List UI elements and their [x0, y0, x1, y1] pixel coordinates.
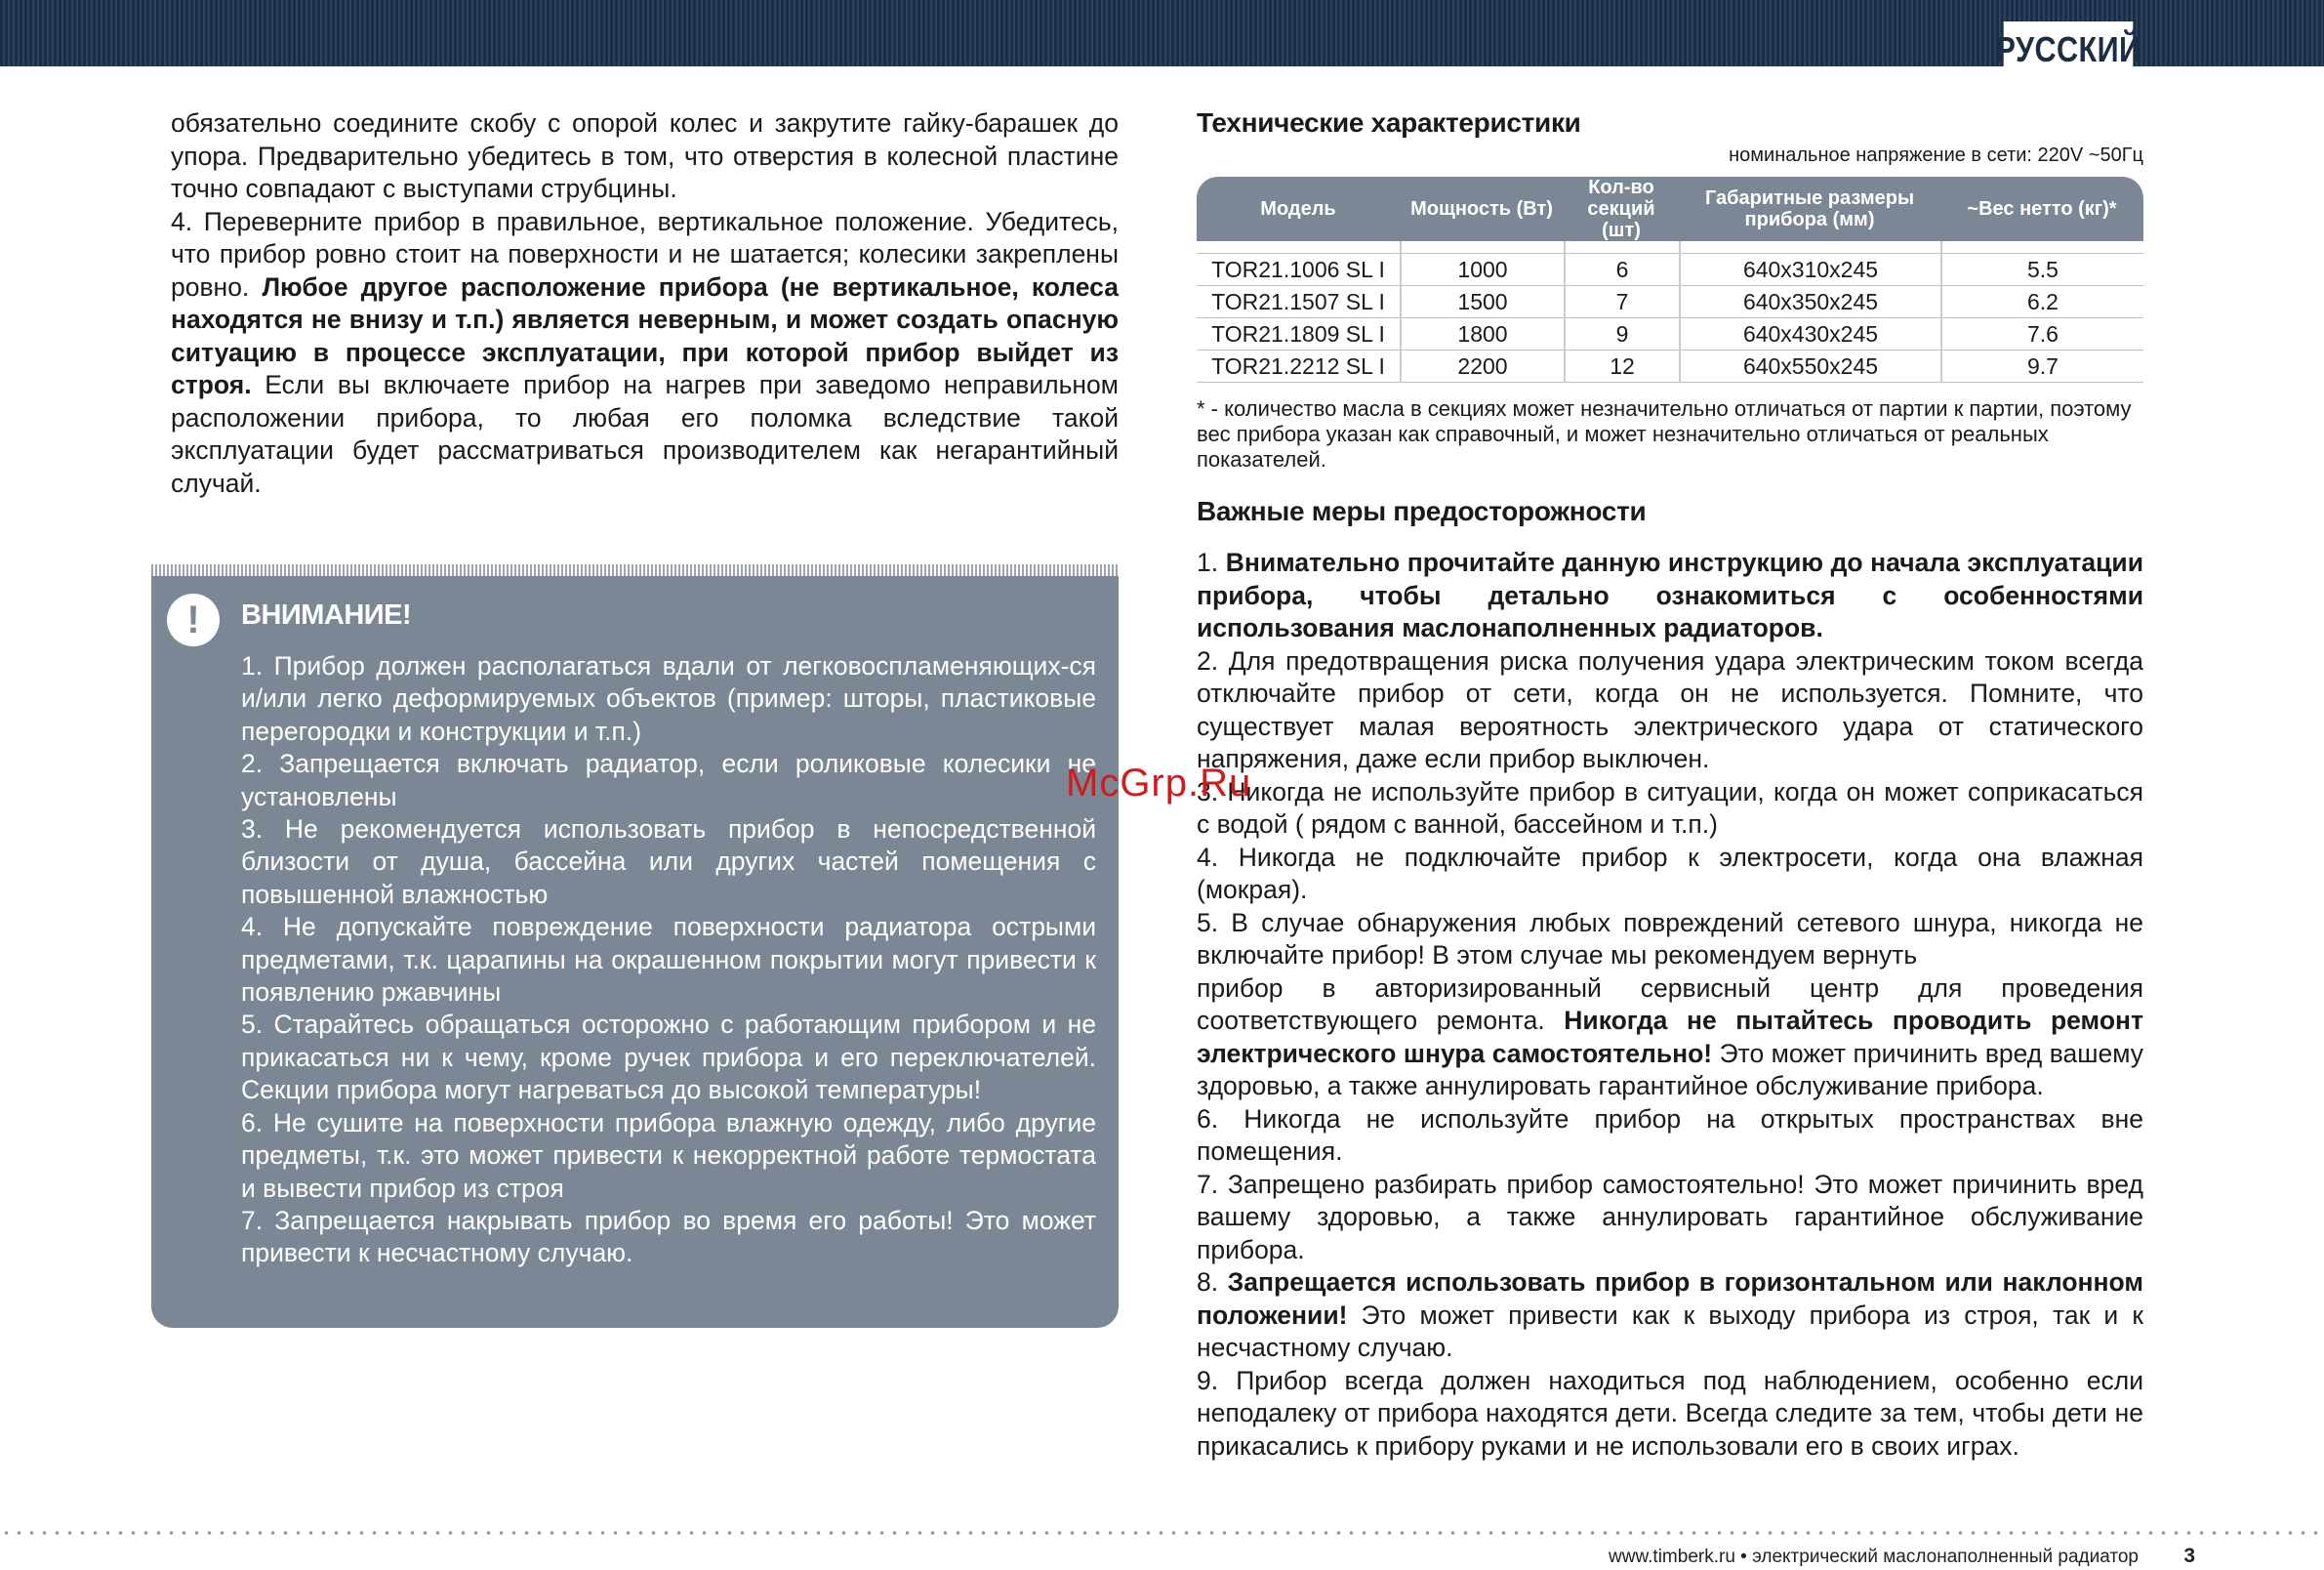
cell-power: 1800 [1400, 318, 1564, 351]
cell-weight: 6.2 [1940, 286, 2143, 318]
cell-dimensions: 640x430x245 [1679, 318, 1940, 351]
cell-model: TOR21.1507 SL I [1197, 286, 1400, 318]
precaution-5a: 5. В случае обнаружения любых повреждений сетевого шнура, никогда не включайте прибор! В этом случае мы рекомендуем вернуть [1197, 907, 2143, 970]
table-row [1197, 318, 2143, 351]
voltage-note: номинальное напряжение в сети: 220V ~50Гц [1729, 145, 2143, 166]
precaution-5-bold: Никогда не пытайтесь проводить ремонт электрического шнура самостоятельно! [1197, 1006, 2143, 1068]
footer-divider [0, 1531, 2324, 1535]
specs-title: Технические характеристики [1197, 107, 1581, 138]
table-row [1197, 351, 2143, 383]
precaution-5-text: прибор в авторизированный сервисный центр для проведения соответствующего ремонта. [1197, 972, 2143, 1035]
specs-table [1197, 177, 2143, 383]
weight-footnote: * - количество масла в секциях может незначительно отличаться от партии к партии, поэтому вес прибора указан как справочный, и может незначительно отличаться от реальных показателей. [1197, 396, 2132, 472]
right-column [1197, 107, 2143, 1463]
precaution-3: 3. Никогда не используйте прибор в ситуации, когда он может соприкасаться с водой ( рядом с ванной, бассейном и т.п.) [1197, 776, 2143, 839]
precaution-6: 6. Никогда не используйте прибор на открытых пространствах вне помещения. [1197, 1103, 2143, 1166]
header-bar [0, 0, 2324, 66]
precaution-2: 2. Для предотвращения риска получения удара электрическим током всегда отключайте прибор от сети, когда он не используется. Помните, что существует малая вероятность электрического удара от статического напряжения, даже если прибор выключен. [1197, 645, 2143, 773]
footer-text: www.timberk.ru • электрический маслонаполненный радиатор [1609, 1547, 2139, 1567]
left-column [171, 107, 1119, 500]
warning-item: 6. Не сушите на поверхности прибора влажную одежду, либо другие предметы, т.к. это может привести к некорректной работе термостата и вывести прибор из строя [241, 1107, 1096, 1203]
cell-model: TOR21.1809 SL I [1197, 318, 1400, 351]
page-number: 3 [2183, 1545, 2195, 1567]
precaution-8-number: 8. [1197, 1267, 1219, 1297]
warning-title: ВНИМАНИЕ! [241, 599, 412, 631]
warning-item: 4. Не допускайте повреждение поверхности радиатора острыми предметами, т.к. царапины на окрашенном покрытии могут привести к появлению ржавчины [241, 912, 1096, 1008]
precautions-title: Важные меры предосторожности [1197, 496, 1647, 526]
cell-weight: 5.5 [1940, 254, 2143, 286]
intro-step-4: 4. Переверните прибор в правильное, вертикальное положение. Убедитесь, что прибор ровно стоит на поверхности и не шатается; колесики закреплены ровно. [171, 206, 1119, 302]
precaution-5-tail: Это может причинить вред вашему здоровью, а также аннулировать гарантийное обслуживание прибора. [1197, 1038, 2143, 1100]
cell-power: 2200 [1400, 351, 1564, 383]
cell-dimensions: 640x550x245 [1679, 351, 1940, 383]
table-row [1197, 286, 2143, 318]
cell-sections: 12 [1564, 351, 1679, 383]
cell-weight: 9.7 [1940, 351, 2143, 383]
precaution-8 [1197, 1266, 2143, 1365]
cell-model: TOR21.1006 SL I [1197, 254, 1400, 286]
cell-power: 1000 [1400, 254, 1564, 286]
warning-box [151, 564, 1119, 1328]
col-dimensions: Габаритные размеры прибора (мм) [1679, 177, 1940, 241]
exclamation-icon: ! [167, 594, 220, 646]
col-power: Мощность (Вт) [1400, 177, 1564, 241]
precaution-4: 4. Никогда не подключайте прибор к электросети, когда она влажная (мокрая). [1197, 842, 2143, 904]
cell-sections: 6 [1564, 254, 1679, 286]
cell-dimensions: 640x310x245 [1679, 254, 1940, 286]
intro-paragraph-2 [171, 206, 1119, 501]
warning-item: 2. Запрещается включать радиатор, если роликовые колесики не установлены [241, 749, 1096, 811]
col-sections: Кол-во секций (шт) [1564, 177, 1679, 241]
cell-dimensions: 640x350x245 [1679, 286, 1940, 318]
intro-bold-warning: Любое другое расположение прибора (не вертикальное, колеса находятся не внизу и т.п.) является неверным, и может создать опасную ситуацию в процессе эксплуатации, при которой прибор выйдет из строя. [171, 271, 1119, 399]
table-header-row [1197, 177, 2143, 241]
warning-item: 7. Запрещается накрывать прибор во время его работы! Это может привести к несчастному случаю. [241, 1205, 1096, 1268]
cell-sections: 9 [1564, 318, 1679, 351]
warning-list [241, 650, 1096, 1270]
col-model: Модель [1197, 177, 1400, 241]
watermark: McGrp.Ru [1066, 762, 1252, 805]
precaution-1-bold: Внимательно прочитайте данную инструкцию до начала эксплуатации прибора, чтобы детально ознакомиться с особенностями использования маслонаполненных радиаторов. [1197, 548, 2143, 642]
table-row [1197, 254, 2143, 286]
precaution-1-number: 1. [1197, 548, 1219, 577]
intro-paragraph-1: обязательно соедините скобу с опорой колес и закрутите гайку-барашек до упора. Предварительно убедитесь в том, что отверстия в колесной пластине точно совпадают с выступами струбцины. [171, 108, 1119, 203]
warning-item: 1. Прибор должен располагаться вдали от легковоспламеняющих-ся и/или легко деформируемых объектов (пример: шторы, пластиковые перегородки и конструкции и т.п.) [241, 651, 1096, 746]
precaution-9: 9. Прибор всегда должен находиться под наблюдением, особенно если неподалеку от прибора находятся дети. Всегда следите за тем, чтобы дети не прикасались к прибору руками и не использовали его в своих играх. [1197, 1365, 2143, 1461]
warning-item: 3. Не рекомендуется использовать прибор в непосредственной близости от душа, бассейна или других частей помещения с повышенной влажностью [241, 814, 1096, 909]
table-spacer [1197, 241, 2143, 254]
cell-model: TOR21.2212 SL I [1197, 351, 1400, 383]
language-label: РУССКИЙ [2004, 21, 2134, 78]
col-weight: ~Вес нетто (кг)* [1940, 177, 2143, 241]
intro-tail: Если вы включаете прибор на нагрев при заведомо неправильном расположении прибора, то любая его поломка вследствие такой эксплуатации будет рассматриваться производителем как негарантийный случай. [171, 370, 1119, 498]
precaution-8-tail: Это может привести как к выходу прибора из строя, так и к несчастному случаю. [1197, 1300, 2143, 1362]
precaution-1 [1197, 547, 2143, 645]
cell-power: 1500 [1400, 286, 1564, 318]
cell-weight: 7.6 [1940, 318, 2143, 351]
precaution-7: 7. Запрещено разбирать прибор самостоятельно! Это может причинить вред вашему здоровью, а также аннулировать гарантийное обслуживание прибора. [1197, 1169, 2143, 1264]
precaution-5 [1197, 972, 2143, 1103]
cell-sections: 7 [1564, 286, 1679, 318]
precaution-8-bold: Запрещается использовать прибор в горизонтальном или наклонном положении! [1197, 1267, 2143, 1330]
warning-item: 5. Старайтесь обращаться осторожно с работающим прибором и не прикасаться ни к чему, кроме ручек прибора и его переключателей. Секции прибора могут нагреваться до высокой температуры! [241, 1010, 1096, 1105]
